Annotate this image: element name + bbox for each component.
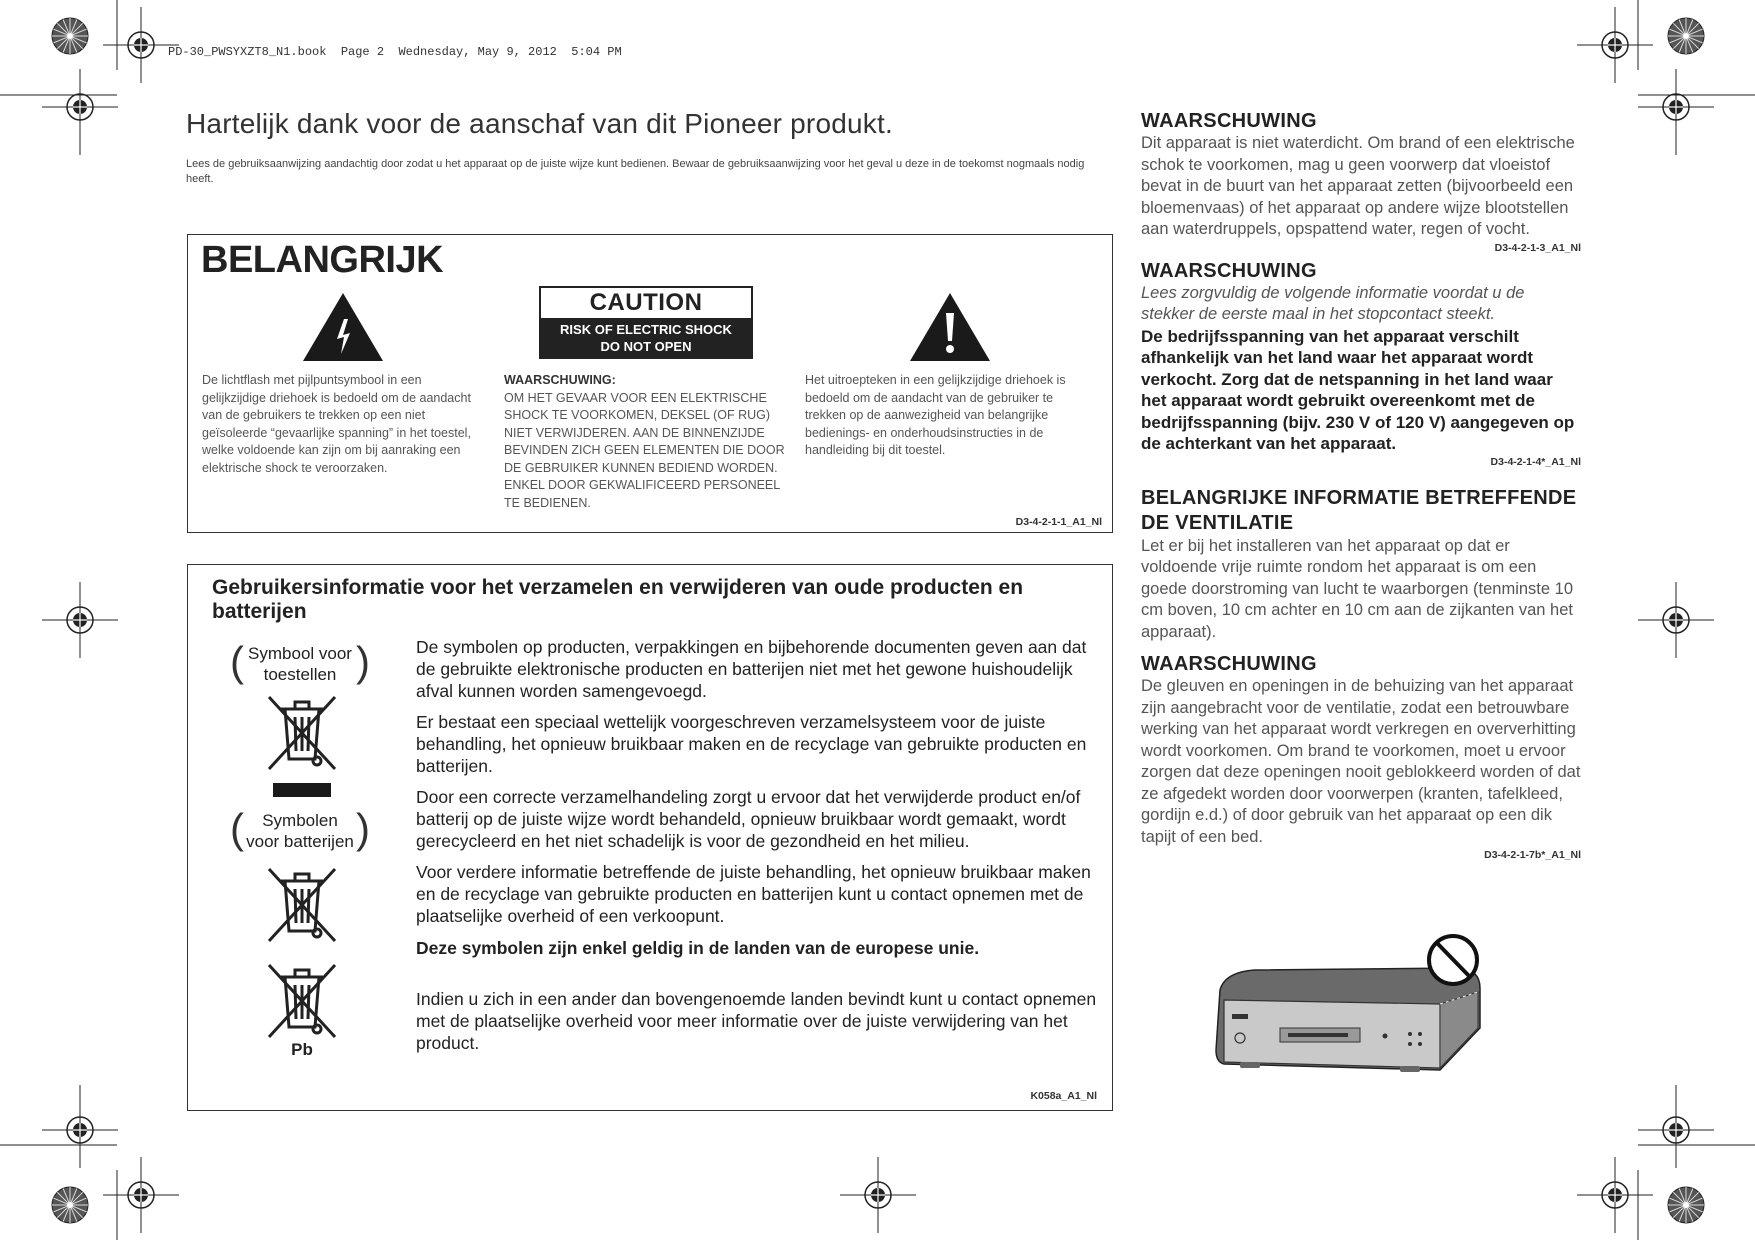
warning-1-code: D3-4-2-1-3_A1_Nl <box>1494 241 1581 254</box>
exclamation-warning-icon <box>908 291 992 363</box>
warning-2-italic: Lees zorgvuldig de volgende informatie voordat u de stekker de eerste maal in het stopcontact steekt. <box>1141 283 1525 323</box>
shock-warning-text: OM HET GEVAAR VOOR EEN ELEKTRISCHE SHOCK TE VOORKOMEN, DEKSEL (OF RUG) NIET VERWIJDEREN. AAN DE BINNENZIJDE BEVINDEN ZICH GEEN ELEMENTEN DIE DOOR DE GEBRUIKER KUNNEN BEDIEND WORDEN. ENKEL DOOR GEKWALIFICEERD PERSONEEL TE BEDIENEN. <box>504 390 785 510</box>
exclamation-explanation: Het uitroepteken in een gelijkzijdige driehoek is bedoeld om de aandacht van de gebruiker te trekken op de aanwezigheid van belangrijke bedienings- en onderhoudsinstructies in de handleiding bij dit toestel. <box>805 373 1066 457</box>
crossed-bin-pb-icon <box>265 961 339 1041</box>
disposal-paragraph-4: Voor verdere informatie betreffende de juiste behandling, het opnieuw bruikbaar maken en de recyclage van gebruikte producten en batterijen kunt u contact opnemen met de plaatselijke overheid of een verkoopunt. <box>416 862 1091 926</box>
print-header: PD-30_PWSYXZT8_N1.book Page 2 Wednesday, May 9, 2012 5:04 PM <box>168 45 622 59</box>
warning-1-text: Dit apparaat is niet waterdicht. Om brand of een elektrische schok te voorkomen, mag u geen voorwerp dat vloeistof bevat in de buurt van het apparaat zetten (bijvoorbeeld een bloemenvaas) of het apparaat op andere wijze blootstellen aan waterdruppels, opspattend water, regen of vocht. <box>1141 134 1575 238</box>
page-title: Hartelijk dank voor de aanschaf van dit Pioneer produkt. <box>186 108 893 139</box>
disposal-paragraph-6: Indien u zich in een ander dan bovengenoemde landen bevindt kunt u contact opnemen met de plaatselijke overheid voor meer informatie over de juiste verwijdering van het product. <box>416 989 1097 1053</box>
disposal-eu-note: Deze symbolen zijn enkel geldig in de landen van de europese unie. <box>416 938 980 958</box>
crossed-bin-device-icon <box>265 693 339 773</box>
covered-device-illustration <box>1210 930 1490 1090</box>
symbol-batteries-line-2: voor batterijen <box>246 832 354 851</box>
warning-3-title: WAARSCHUWING <box>1141 653 1317 675</box>
crossed-bin-battery-icon <box>265 865 339 945</box>
disposal-paragraph-1: De symbolen op producten, verpakkingen en bijbehorende documenten geven aan dat de gebruikte elektronische producten en batterijen niet met het gewone huishoudelijk afval kunnen worden samengevoegd. <box>416 637 1087 701</box>
important-box <box>187 234 1113 533</box>
symbol-batteries-line-1: Symbolen <box>262 811 338 830</box>
symbol-devices-line-1: Symbool voor <box>248 644 352 663</box>
warning-2-code: D3-4-2-1-4*_A1_Nl <box>1490 455 1581 468</box>
lightning-explanation: De lichtflash met pijlpuntsymbool in een gelijkzijdige driehoek is bedoeld om de aandacht van de gebruikers te trekken op een niet geïsoleerde “gevaarlijke spanning” in het toestel, welke voldoende kan zijn om bij aanraking een elektrische shock te veroorzaken. <box>202 373 471 475</box>
ventilation-title: BELANGRIJKE INFORMATIE BETREFFENDE DE VENTILATIE <box>1141 486 1577 534</box>
warning-3-text: De gleuven en openingen in de behuizing van het apparaat zijn aangebracht voor de ventilatie, zodat een betrouwbare werking van het apparaat wordt verkregen en oververhitting wordt voorkomen. Om brand te voorkomen, moet u ervoor zorgen dat deze openingen nooit geblokkeerd worden of dat ze afgedekt worden door voorwerpen (kranten, tafelkleed, gordijn e.d.) of door gebruik van het apparaat op een dik tapijt of een bed. <box>1141 677 1581 846</box>
warning-2-title: WAARSCHUWING <box>1141 259 1317 282</box>
warning-1-title: WAARSCHUWING <box>1141 110 1317 132</box>
disposal-box <box>187 564 1113 1111</box>
symbol-devices-line-2: toestellen <box>263 665 337 684</box>
caution-title: CAUTION <box>541 288 751 318</box>
warning-2-bold: De bedrijfsspanning van het apparaat verschilt afhankelijk van het land waar het apparaat wordt verkocht. Zorg dat de netspanning in het land waar het apparaat wordt gebruikt overeenkomt met de bedrijfsspanning (bijv. 230 V of 120 V) aangegeven op de achterkant van het apparaat. <box>1141 326 1575 453</box>
disposal-paragraph-3: Door een correcte verzamelhandeling zorgt u ervoor dat het verwijderde product en/of batterij op de juiste wijze wordt behandeld, opnieuw bruikbaar wordt gemaakt, wordt gerecycleerd en het niet schadelijk is voor de gezondheid en het milieu. <box>416 787 1081 851</box>
intro-text: Lees de gebruiksaanwijzing aandachtig door zodat u het apparaat op de juiste wijze kunt bedienen. Bewaar de gebruiksaanwijzing voor het geval u deze in de toekomst nogmaals nodig heeft. <box>186 158 1085 185</box>
ventilation-text: Let er bij het installeren van het apparaat op dat er voldoende vrije ruimte rondom het apparaat is om een goede doorstroming van lucht te waarborgen (tenminste 10 cm boven, 10 cm achter en 10 cm aan de zijkanten van het apparaat). <box>1141 536 1574 641</box>
right-column <box>1141 110 1581 861</box>
caution-line-1: RISK OF ELECTRIC SHOCK <box>560 322 732 337</box>
corner-star-bottom-right <box>1668 1187 1704 1223</box>
caution-line-2: DO NOT OPEN <box>600 339 692 354</box>
disposal-title: Gebruikersinformatie voor het verzamelen en verwijderen van oude producten en batterijen <box>212 576 1024 623</box>
caution-label <box>539 286 753 359</box>
corner-star-bottom-left <box>52 1187 88 1223</box>
important-code: D3-4-2-1-1_A1_Nl <box>1015 516 1102 528</box>
corner-star-top-left <box>52 18 88 54</box>
corner-star-top-right <box>1668 18 1704 54</box>
warning-3-code: D3-4-2-1-7b*_A1_Nl <box>1484 849 1581 861</box>
warning-heading: WAARSCHUWING: <box>504 373 616 387</box>
lightning-warning-icon <box>301 291 385 363</box>
separate-collection-bar-icon <box>273 783 331 797</box>
disposal-paragraph-2: Er bestaat een speciaal wettelijk voorgeschreven verzamelsysteem voor de juiste behandling, het opnieuw bruikbaar maken en de recyclage van gebruikte producten en batterijen. <box>416 712 1087 776</box>
symbol-batteries-label: ( Symbolen voor batterijen ) <box>230 805 370 852</box>
prohibited-icon <box>1429 936 1477 984</box>
important-heading: BELANGRIJK <box>201 239 444 281</box>
symbol-devices-label: ( Symbool voor toestellen ) <box>230 638 370 685</box>
disposal-code: K058a_A1_Nl <box>1030 1090 1097 1102</box>
pb-label: Pb <box>291 1040 313 1059</box>
